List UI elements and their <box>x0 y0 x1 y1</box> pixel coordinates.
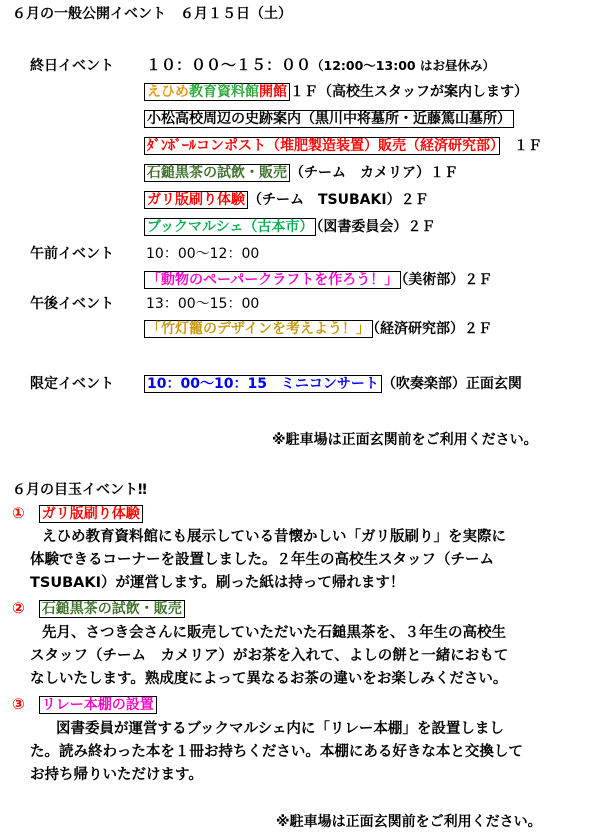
limited-label: 限定イベント <box>30 376 114 392</box>
highlight-3-line-2: た。読み終わった本を１冊お持ちください。本棚にある好きな本と交換して <box>30 744 523 760</box>
allday-item-6: ブックマルシェ（古本市） （図書委員会）２Ｆ <box>144 217 435 237</box>
highlight-3-line-3: お持ち帰りいただけます。 <box>30 767 203 783</box>
highlight-2-line-1: 先月、さつき会さんに販売していただいた石鎚黒茶を、３年生の高校生 <box>42 625 506 641</box>
allday-item-2: 小松高校周辺の史跡案内（黒川中将墓所・近藤篤山墓所） <box>144 109 514 129</box>
highlight-3-line-1: 図書委員が運営するブックマルシェ内に「リレー本棚」を設置しまし <box>56 721 504 737</box>
limited-item: 10：00～10：15 ミニコンサート （吹奏楽部）正面玄関 <box>144 374 522 394</box>
highlight-2-line-3: なしいたします。熟成度によって異なるお茶の違いをお楽しみください。 <box>30 671 508 687</box>
highlight-1-heading: ① ガリ版刷り体験 <box>12 503 143 524</box>
highlight-1-line-1: えひめ教育資料館にも展示している昔懐かしい「ガリ版刷り」を実際に <box>42 529 506 545</box>
highlight-3-heading: ③ リレー本棚の設置 <box>12 694 157 715</box>
allday-item-4: 石鎚黒茶の試飲・販売 （チーム カメリア）１Ｆ <box>144 163 458 183</box>
morning-label: 午前イベント <box>30 246 114 262</box>
afternoon-time: 13：00～15：00 <box>146 296 260 312</box>
afternoon-label: 午後イベント <box>30 296 114 312</box>
parking-note: ※駐車場は正面玄関前をご利用ください。 <box>272 432 538 448</box>
morning-time: 10：00～12：00 <box>146 246 260 262</box>
highlight-2-heading: ② 石鎚黒茶の試飲・販売 <box>12 598 185 619</box>
highlight-1-line-3: TSUBAKI）が運営します。刷った紙は持って帰れます！ <box>30 575 405 591</box>
parking-note-bottom: ※駐車場は正面玄関前をご利用ください。 <box>276 814 542 830</box>
allday-item-1: えひめ教育資料館開館 １Ｆ（高校生スタッフが案内します） <box>144 82 528 102</box>
morning-item: 「動物のペーパークラフトを作ろう！」 （美術部）２Ｆ <box>144 270 492 290</box>
highlight-2-line-2: スタッフ（チーム カメリア）がお茶を入れて、よしの餅と一緒におもて <box>30 648 509 664</box>
highlights-title: ６月の目玉イベント‼ <box>12 482 147 498</box>
allday-item-3: ﾀﾞﾝﾎﾞｰﾙコンポスト（堆肥製造装置）販売（経済研究部） １Ｆ <box>144 136 542 156</box>
highlight-1-line-2: 体験できるコーナーを設置しました。２年生の高校生スタッフ（チーム <box>30 552 494 568</box>
allday-time: １０：００～１５：００（12:00～13:00 はお昼休み） <box>146 56 495 74</box>
afternoon-item: 「竹灯籠のデザインを考えよう！」 （経済研究部）２Ｆ <box>144 319 492 339</box>
page-header: ６月の一般公開イベント ６月１５日（土） <box>12 6 292 22</box>
allday-label: 終日イベント <box>30 58 114 74</box>
allday-item-5: ガリ版刷り体験 （チーム TSUBAKI）２Ｆ <box>144 190 429 210</box>
